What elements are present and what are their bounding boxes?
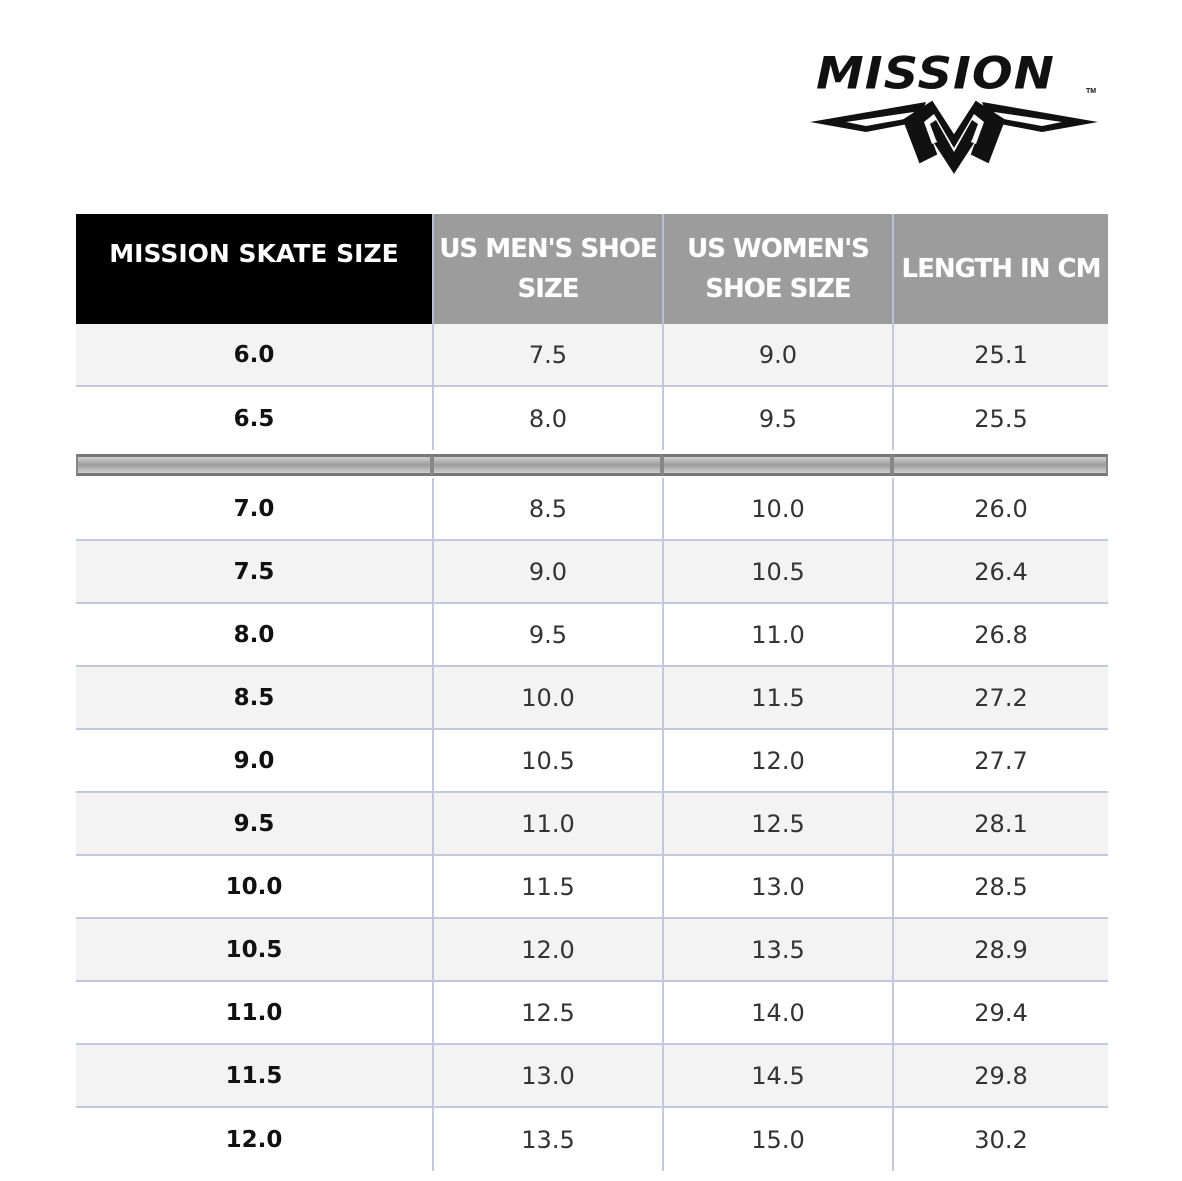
womens-size-cell: 14.0 <box>662 982 892 1043</box>
table-row <box>76 856 1108 919</box>
length-cm-cell: 30.2 <box>892 1108 1108 1171</box>
mens-size-cell: 13.5 <box>432 1108 662 1171</box>
length-cm-cell: 29.8 <box>892 1045 1108 1106</box>
womens-size-cell: 13.5 <box>662 919 892 980</box>
table-row <box>76 324 1108 387</box>
logo-wordmark: MISSION <box>816 48 1055 100</box>
mens-size-cell: 9.0 <box>432 541 662 602</box>
header-mens-line2: SIZE <box>517 274 579 304</box>
mens-size-cell: 9.5 <box>432 604 662 665</box>
separator-segment <box>432 454 662 476</box>
table-row <box>76 387 1108 450</box>
header-length-cm: LENGTH IN CM <box>892 214 1108 324</box>
length-cm-cell: 27.2 <box>892 667 1108 728</box>
womens-size-cell: 12.0 <box>662 730 892 791</box>
womens-size-cell: 11.0 <box>662 604 892 665</box>
womens-size-cell: 9.0 <box>662 324 892 385</box>
length-cm-cell: 26.0 <box>892 478 1108 539</box>
table-header-row <box>76 214 1108 324</box>
header-mens-line1: US MEN'S SHOE <box>439 234 657 264</box>
skate-size-cell: 6.0 <box>233 341 275 368</box>
mens-size-cell: 11.5 <box>432 856 662 917</box>
separator-segment <box>892 454 1108 476</box>
skate-size-cell: 6.5 <box>233 405 275 432</box>
mens-size-cell: 10.0 <box>432 667 662 728</box>
trademark-mark: TM <box>1086 88 1097 95</box>
length-cm-cell: 28.9 <box>892 919 1108 980</box>
womens-size-cell: 10.0 <box>662 478 892 539</box>
skate-size-cell: 7.5 <box>233 558 275 585</box>
mens-size-cell: 7.5 <box>432 324 662 385</box>
table-row <box>76 919 1108 982</box>
skate-size-cell: 8.0 <box>233 621 275 648</box>
length-cm-cell: 26.4 <box>892 541 1108 602</box>
womens-size-cell: 12.5 <box>662 793 892 854</box>
womens-size-cell: 15.0 <box>662 1108 892 1171</box>
skate-size-cell: 11.0 <box>225 999 283 1026</box>
separator-segment <box>76 454 432 476</box>
skate-size-cell: 9.0 <box>233 747 275 774</box>
skate-size-cell: 9.5 <box>233 810 275 837</box>
womens-size-cell: 14.5 <box>662 1045 892 1106</box>
skate-size-cell: 10.0 <box>225 873 283 900</box>
womens-size-cell: 9.5 <box>662 387 892 450</box>
table-row <box>76 730 1108 793</box>
header-us-mens-shoe-size <box>432 214 662 324</box>
mens-size-cell: 12.5 <box>432 982 662 1043</box>
length-cm-cell: 28.5 <box>892 856 1108 917</box>
womens-size-cell: 13.0 <box>662 856 892 917</box>
skate-size-cell: 12.0 <box>225 1126 283 1153</box>
womens-size-cell: 11.5 <box>662 667 892 728</box>
skate-size-cell: 10.5 <box>225 936 283 963</box>
table-row <box>76 1045 1108 1108</box>
mens-size-cell: 11.0 <box>432 793 662 854</box>
mission-logo <box>806 48 1102 178</box>
table-row <box>76 478 1108 541</box>
length-cm-cell: 26.8 <box>892 604 1108 665</box>
skate-size-cell: 11.5 <box>225 1062 283 1089</box>
separator-segment <box>662 454 892 476</box>
header-us-womens-shoe-size <box>662 214 892 324</box>
header-womens-line1: US WOMEN'S <box>687 234 869 264</box>
table-row <box>76 1108 1108 1171</box>
mens-size-cell: 10.5 <box>432 730 662 791</box>
mens-size-cell: 8.0 <box>432 387 662 450</box>
header-womens-line2: SHOE SIZE <box>705 274 851 304</box>
mens-size-cell: 12.0 <box>432 919 662 980</box>
skate-size-cell: 7.0 <box>233 495 275 522</box>
header-skate-size: MISSION SKATE SIZE <box>76 214 432 324</box>
table-row <box>76 667 1108 730</box>
length-cm-cell: 25.1 <box>892 324 1108 385</box>
womens-size-cell: 10.5 <box>662 541 892 602</box>
length-cm-cell: 27.7 <box>892 730 1108 791</box>
mens-size-cell: 13.0 <box>432 1045 662 1106</box>
skate-size-cell: 8.5 <box>233 684 275 711</box>
length-cm-cell: 28.1 <box>892 793 1108 854</box>
size-chart-table <box>76 214 1108 1171</box>
table-row <box>76 982 1108 1045</box>
table-separator <box>76 450 1108 478</box>
table-row <box>76 541 1108 604</box>
mission-m-emblem-icon <box>806 92 1102 178</box>
table-row <box>76 604 1108 667</box>
length-cm-cell: 25.5 <box>892 387 1108 450</box>
table-row <box>76 793 1108 856</box>
length-cm-cell: 29.4 <box>892 982 1108 1043</box>
mens-size-cell: 8.5 <box>432 478 662 539</box>
